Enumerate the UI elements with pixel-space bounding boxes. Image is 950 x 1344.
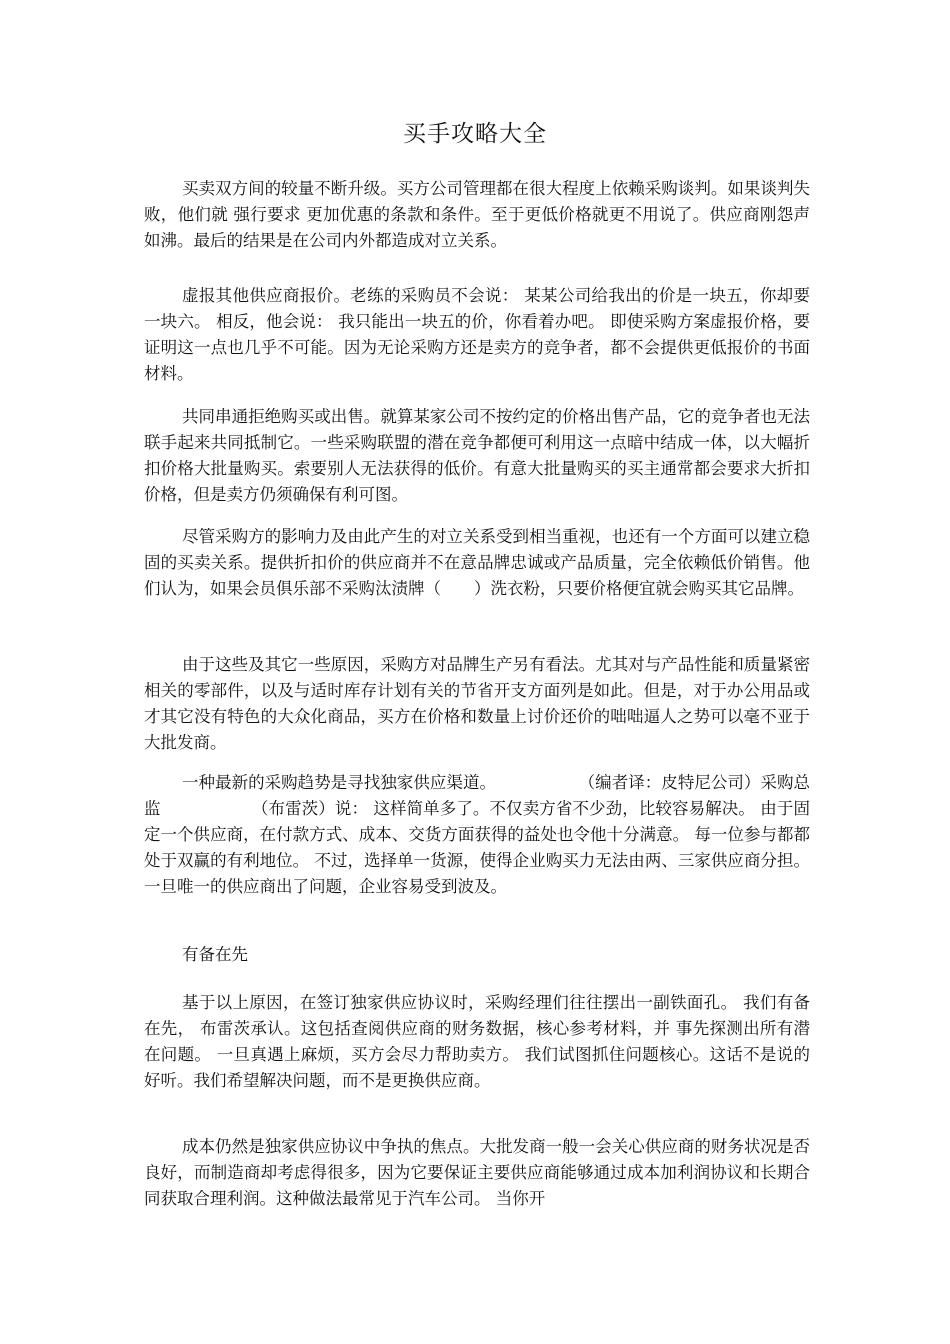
document-title: 买手攻略大全 [403, 121, 547, 147]
paragraph-5: 由于这些及其它一些原因，采购方对品牌生产另有看法。尤其对与产品性能和质量紧密相关的零部件，以及与适时库存计划有关的节省开支方面列是如此。但是，对于办公用品或才其它没有特色的大众化商品，买方在价格和数量上讨价还价的咄咄逼人之势可以毫不亚于大批发商。 [144, 655, 810, 752]
paragraph-4: 尽管采购方的影响力及由此产生的对立关系受到相当重视，也还有一个方面可以建立稳固的买卖关系。提供折扣价的供应商并不在意品牌忠诚或产品质量，完全依赖低价销售。他们认为，如果会员俱乐部不采购汰渍牌（ ）洗衣粉，只要价格便宜就会购买其它品牌。 [144, 527, 810, 598]
paragraph-1: 买卖双方间的较量不断升级。买方公司管理都在很大程度上依赖采购谈判。如果谈判失败，他们就 强行要求 更加优惠的条款和条件。至于更低价格就更不用说了。供应商刚怨声如沸。最后的结果是在公司内外都造成对立关系。 [144, 179, 810, 250]
paragraph-3: 共同串通拒绝购买或出售。就算某家公司不按约定的价格出售产品，它的竞争者也无法联手起来共同抵制它。一些采购联盟的潜在竞争都便可利用这一点暗中结成一体，以大幅折扣价格大批量购买。索要别人无法获得的低价。有意大批量购买的买主通常都会要求大折扣价格，但是卖方仍须确保有利可图。 [144, 407, 810, 504]
paragraph-7: 基于以上原因，在签订独家供应协议时，采购经理们往往摆出一副铁面孔。 我们有备在先， 布雷茨承认。这包括查阅供应商的财务数据，核心参考材料，并 事先探测出所有潜在问题。 一旦真遇上麻烦，买方会尽力帮助卖方。 我们试图抓住问题核心。这话不是说的好听。我们希望解决问题，而不是更换供应商。 [144, 993, 810, 1090]
section-heading: 有备在先 [182, 945, 248, 964]
paragraph-6: 一种最新的采购趋势是寻找独家供应渠道。 （编者译：皮特尼公司）采购总监 （布雷茨）说： 这样简单多了。不仅卖方省不少劲，比较容易解决。 由于固定一个供应商，在付款方式、成本、交货方面获得的益处也令他十分满意。 每一位参与都都处于双赢的有利地位。 不过，选择单一货源，使得企业购买力无法由两、三家供应商分担。一旦唯一的供应商出了问题，企业容易受到波及。 [144, 773, 810, 896]
paragraph-2: 虚报其他供应商报价。老练的采购员不会说： 某某公司给我出的价是一块五，你却要一块六。 相反，他会说： 我只能出一块五的价，你看着办吧。 即使采购方案虚报价格，要证明这一点也几乎不可能。因为无论采购方还是卖方的竞争者，都不会提供更低报价的书面材料。 [144, 286, 810, 383]
paragraph-8: 成本仍然是独家供应协议中争执的焦点。大批发商一般一会关心供应商的财务状况是否良好，而制造商却考虑得很多，因为它要保证主要供应商能够通过成本加利润协议和长期合同获取合理利润。这种做法最常见于汽车公司。 当你开 [144, 1137, 810, 1208]
